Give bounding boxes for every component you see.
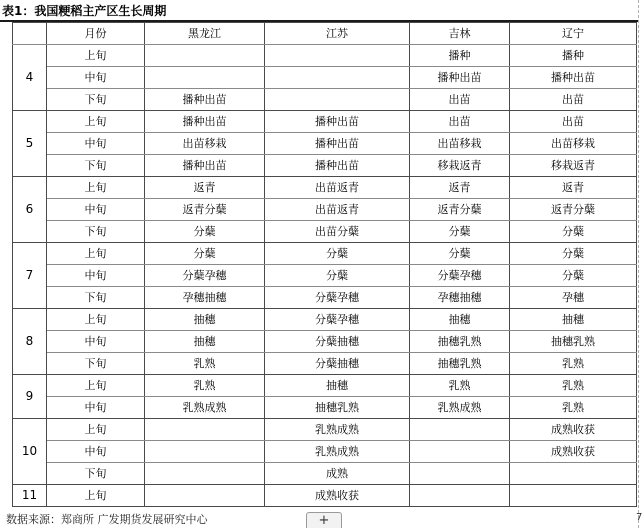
stage-cell — [145, 485, 265, 507]
stage-cell: 抽穗乳熟 — [510, 331, 637, 353]
stage-cell: 播种出苗 — [510, 67, 637, 89]
stage-cell — [145, 67, 265, 89]
month-cell: 11 — [13, 485, 47, 507]
table-row — [13, 243, 637, 265]
column-header: 吉林 — [410, 23, 510, 45]
stage-cell: 抽穗 — [145, 331, 265, 353]
stage-cell — [510, 463, 637, 485]
table-row — [13, 397, 637, 419]
table-row — [13, 199, 637, 221]
stage-cell: 移栽返青 — [510, 155, 637, 177]
stage-cell: 抽穗 — [265, 375, 410, 397]
period-cell: 下旬 — [47, 353, 145, 375]
stage-cell: 分蘖 — [510, 265, 637, 287]
column-header: 江苏 — [265, 23, 410, 45]
stage-cell: 出苗分蘖 — [265, 221, 410, 243]
table-row — [13, 265, 637, 287]
stage-cell: 乳熟 — [510, 397, 637, 419]
stage-cell: 移栽返青 — [410, 155, 510, 177]
stage-cell: 分蘖孕穗 — [265, 309, 410, 331]
stage-cell: 播种出苗 — [265, 155, 410, 177]
period-cell: 上旬 — [47, 309, 145, 331]
stage-cell: 出苗 — [510, 111, 637, 133]
stage-cell: 分蘖 — [510, 243, 637, 265]
stage-cell — [410, 463, 510, 485]
period-cell: 中旬 — [47, 265, 145, 287]
month-cell: 4 — [13, 45, 47, 111]
stage-cell: 播种出苗 — [145, 89, 265, 111]
table-row — [13, 287, 637, 309]
table-title: 表1：我国粳稻主产区生长周期 — [2, 4, 167, 18]
stage-cell: 播种 — [510, 45, 637, 67]
stage-cell: 出苗返青 — [265, 177, 410, 199]
stage-cell: 出苗移栽 — [410, 133, 510, 155]
stage-cell — [410, 485, 510, 507]
stage-cell: 分蘖 — [265, 265, 410, 287]
table-row — [13, 419, 637, 441]
period-cell: 下旬 — [47, 287, 145, 309]
period-cell: 中旬 — [47, 133, 145, 155]
stage-cell — [265, 67, 410, 89]
stage-cell: 返青分蘖 — [410, 199, 510, 221]
table-row — [13, 67, 637, 89]
month-cell: 10 — [13, 419, 47, 485]
stage-cell: 出苗 — [410, 111, 510, 133]
stage-cell: 分蘖 — [145, 221, 265, 243]
stage-cell: 分蘖 — [410, 221, 510, 243]
period-cell: 下旬 — [47, 463, 145, 485]
stage-cell: 乳熟 — [410, 375, 510, 397]
column-header: 黑龙江 — [145, 23, 265, 45]
period-cell: 上旬 — [47, 111, 145, 133]
stage-cell: 抽穗 — [510, 309, 637, 331]
period-cell: 下旬 — [47, 221, 145, 243]
table-row — [13, 441, 637, 463]
stage-cell: 乳熟 — [510, 353, 637, 375]
stage-cell: 分蘖抽穗 — [265, 331, 410, 353]
stage-cell — [145, 419, 265, 441]
stage-cell — [410, 419, 510, 441]
stage-cell: 返青分蘖 — [145, 199, 265, 221]
stage-cell: 抽穗乳熟 — [410, 353, 510, 375]
stage-cell: 乳熟成熟 — [265, 419, 410, 441]
stage-cell: 乳熟 — [510, 375, 637, 397]
stage-cell: 成熟 — [265, 463, 410, 485]
table-row — [13, 221, 637, 243]
stage-cell: 出苗返青 — [265, 199, 410, 221]
table-row — [13, 133, 637, 155]
stage-cell: 出苗移栽 — [510, 133, 637, 155]
stage-cell: 分蘖孕穗 — [265, 287, 410, 309]
month-cell: 8 — [13, 309, 47, 375]
add-sheet-button[interactable]: + — [306, 512, 342, 528]
period-cell: 中旬 — [47, 67, 145, 89]
period-cell: 中旬 — [47, 331, 145, 353]
table-row — [13, 353, 637, 375]
table-row — [13, 309, 637, 331]
stage-cell: 出苗移栽 — [145, 133, 265, 155]
stage-cell: 分蘖 — [265, 243, 410, 265]
period-cell: 中旬 — [47, 397, 145, 419]
stage-cell: 乳熟成熟 — [265, 441, 410, 463]
stage-cell: 孕穗抽穗 — [145, 287, 265, 309]
sheet-edge — [638, 0, 639, 528]
source-note: 数据来源：郑商所 广发期货发展研究中心 — [6, 513, 208, 526]
stage-cell: 乳熟 — [145, 353, 265, 375]
period-cell: 下旬 — [47, 89, 145, 111]
stage-cell — [510, 485, 637, 507]
stage-cell: 分蘖 — [145, 243, 265, 265]
period-cell: 中旬 — [47, 441, 145, 463]
stage-cell: 抽穗 — [145, 309, 265, 331]
stage-cell — [145, 45, 265, 67]
stage-cell: 返青 — [510, 177, 637, 199]
column-header: 辽宁 — [510, 23, 637, 45]
table-row — [13, 89, 637, 111]
stage-cell: 出苗 — [510, 89, 637, 111]
stage-cell: 乳熟 — [145, 375, 265, 397]
stage-cell: 抽穗乳熟 — [265, 397, 410, 419]
period-cell: 中旬 — [47, 199, 145, 221]
period-cell: 上旬 — [47, 375, 145, 397]
stage-cell — [410, 441, 510, 463]
table-row — [13, 155, 637, 177]
stage-cell: 分蘖 — [410, 243, 510, 265]
stage-cell: 返青分蘖 — [510, 199, 637, 221]
month-cell: 6 — [13, 177, 47, 243]
table-row — [13, 331, 637, 353]
period-cell: 上旬 — [47, 485, 145, 507]
stage-cell: 播种出苗 — [265, 133, 410, 155]
table-row — [13, 177, 637, 199]
stage-cell: 播种出苗 — [265, 111, 410, 133]
stage-cell: 孕穗 — [510, 287, 637, 309]
period-cell: 上旬 — [47, 45, 145, 67]
stage-cell: 播种出苗 — [145, 111, 265, 133]
column-header: 月份 — [47, 23, 145, 45]
stage-cell: 分蘖 — [510, 221, 637, 243]
table-row — [13, 111, 637, 133]
stage-cell: 成熟收获 — [265, 485, 410, 507]
stage-cell: 抽穗 — [410, 309, 510, 331]
period-cell: 上旬 — [47, 243, 145, 265]
stage-cell: 分蘖孕穗 — [410, 265, 510, 287]
period-cell: 上旬 — [47, 419, 145, 441]
table-row — [13, 463, 637, 485]
corner-mark: 7 — [636, 512, 643, 523]
stage-cell: 乳熟成熟 — [410, 397, 510, 419]
stage-cell: 乳熟成熟 — [145, 397, 265, 419]
period-cell: 下旬 — [47, 155, 145, 177]
stage-cell — [145, 441, 265, 463]
header-row — [13, 23, 637, 45]
stage-cell: 抽穗乳熟 — [410, 331, 510, 353]
table-row — [13, 375, 637, 397]
month-cell: 5 — [13, 111, 47, 177]
month-cell: 7 — [13, 243, 47, 309]
stage-cell: 播种出苗 — [145, 155, 265, 177]
table-row — [13, 485, 637, 507]
table-row — [13, 45, 637, 67]
stage-cell: 成熟收获 — [510, 441, 637, 463]
header-blank — [13, 23, 47, 45]
stage-cell: 返青 — [145, 177, 265, 199]
stage-cell: 返青 — [410, 177, 510, 199]
stage-cell: 分蘖抽穗 — [265, 353, 410, 375]
stage-cell — [265, 89, 410, 111]
stage-cell: 孕穗抽穗 — [410, 287, 510, 309]
stage-cell: 分蘖孕穗 — [145, 265, 265, 287]
period-cell: 上旬 — [47, 177, 145, 199]
growth-cycle-table — [12, 22, 637, 507]
stage-cell: 成熟收获 — [510, 419, 637, 441]
stage-cell — [265, 45, 410, 67]
stage-cell: 出苗 — [410, 89, 510, 111]
stage-cell — [145, 463, 265, 485]
stage-cell: 播种出苗 — [410, 67, 510, 89]
month-cell: 9 — [13, 375, 47, 419]
stage-cell: 播种 — [410, 45, 510, 67]
